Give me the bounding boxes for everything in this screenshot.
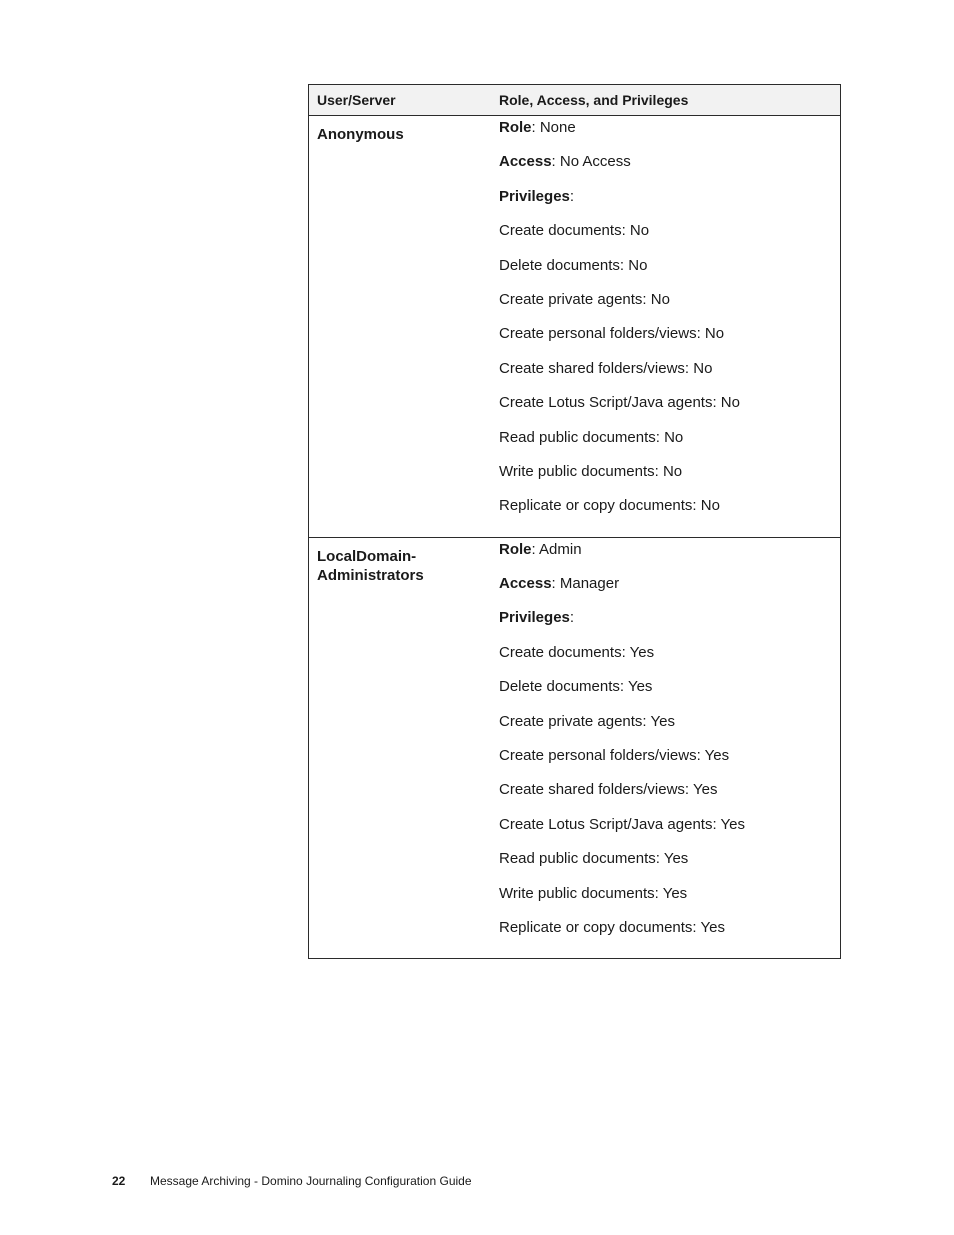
header-user-server: User/Server [317,92,396,108]
role-label: Role [499,540,532,558]
document-title: Message Archiving - Domino Journaling Configuration Guide [150,1174,472,1188]
privilege-item: Create private agents: Yes [499,712,675,730]
permissions-cell [491,538,840,959]
privilege-item: Create private agents: No [499,290,670,308]
permissions-cell [491,116,840,537]
access-line [499,574,840,608]
access-label: Access [499,575,552,593]
header-role-access-privileges: Role, Access, and Privileges [499,92,689,108]
privilege-item: Create Lotus Script/Java agents: No [499,394,740,412]
role-value: : None [531,119,576,136]
user-name: LocalDomain- Administrators [317,547,424,584]
privileges-line [499,187,840,221]
role-line [499,540,840,574]
privilege-item: Replicate or copy documents: No [499,497,720,515]
privilege-item: Create personal folders/views: No [499,325,725,343]
privileges-label: Privileges [499,609,570,627]
privilege-item: Read public documents: Yes [499,850,689,868]
privileges-colon: : [569,187,575,205]
access-value: : No Access [551,153,631,171]
role-value: : Admin [531,540,582,558]
access-label: Access [499,153,552,171]
access-value: : Manager [551,575,620,593]
role-label: Role [499,119,532,136]
privilege-item: Create personal folders/views: Yes [499,747,730,765]
permissions-table [308,84,841,959]
privilege-item: Create shared folders/views: No [499,359,713,377]
privilege-item: Delete documents: No [499,256,648,274]
page-number: 22 [112,1174,126,1188]
access-line [499,152,840,186]
privilege-item: Read public documents: No [499,428,684,446]
privilege-item: Delete documents: Yes [499,678,653,696]
privilege-item: Create documents: No [499,222,650,240]
user-name: Anonymous [317,126,404,143]
privilege-item: Replicate or copy documents: Yes [499,918,725,936]
privilege-item: Create Lotus Script/Java agents: Yes [499,815,745,833]
table-row [309,538,840,959]
privilege-item: Create documents: Yes [499,643,655,661]
privilege-item: Create shared folders/views: Yes [499,781,718,799]
privileges-line [499,608,840,642]
page-footer [112,1174,472,1188]
role-line [499,118,840,152]
privileges-colon: : [569,609,575,627]
privileges-label: Privileges [499,187,570,205]
privilege-item: Write public documents: No [499,462,683,480]
table-header [309,85,840,116]
table-row [309,116,840,538]
privilege-item: Write public documents: Yes [499,884,688,902]
